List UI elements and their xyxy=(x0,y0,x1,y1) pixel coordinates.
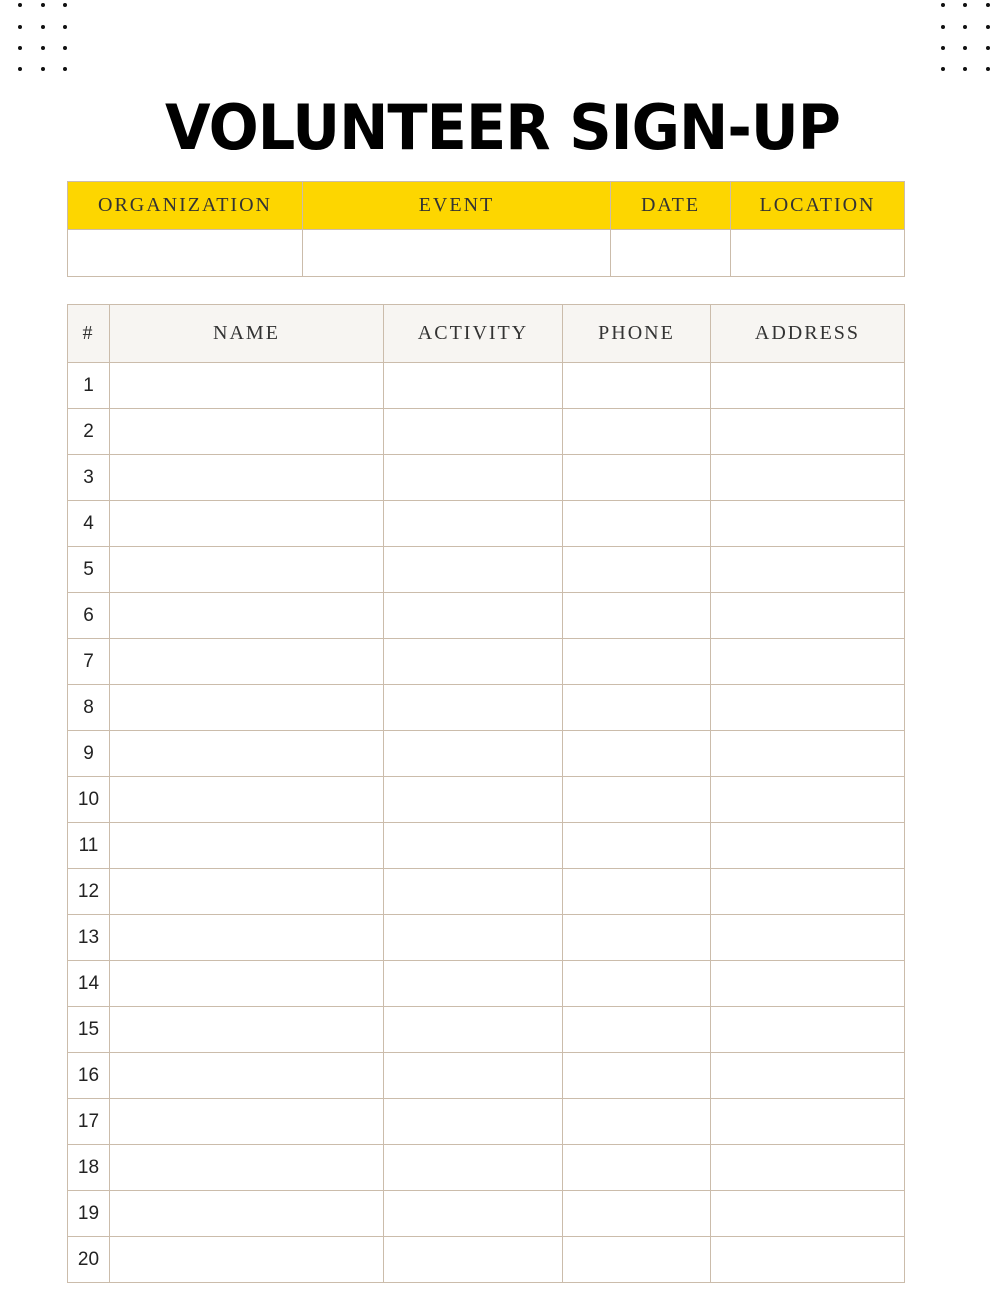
phone-cell[interactable] xyxy=(563,1007,711,1053)
row-number: 4 xyxy=(68,501,110,547)
address-cell[interactable] xyxy=(711,593,905,639)
phone-cell[interactable] xyxy=(563,501,711,547)
header-event: EVENT xyxy=(303,182,611,230)
dot xyxy=(941,25,945,29)
dot xyxy=(963,3,967,7)
activity-cell[interactable] xyxy=(384,777,563,823)
page-title: VOLUNTEER SIGN-UP xyxy=(165,91,840,164)
phone-cell[interactable] xyxy=(563,731,711,777)
row-number: 8 xyxy=(68,685,110,731)
phone-cell[interactable] xyxy=(563,455,711,501)
activity-cell[interactable] xyxy=(384,1145,563,1191)
table-row xyxy=(68,1053,905,1099)
row-number: 9 xyxy=(68,731,110,777)
dot xyxy=(41,3,45,7)
dot xyxy=(986,46,990,50)
phone-cell[interactable] xyxy=(563,363,711,409)
address-cell[interactable] xyxy=(711,639,905,685)
address-cell[interactable] xyxy=(711,869,905,915)
name-cell[interactable] xyxy=(110,915,384,961)
dot xyxy=(63,25,67,29)
activity-cell[interactable] xyxy=(384,915,563,961)
table-row xyxy=(68,501,905,547)
phone-cell[interactable] xyxy=(563,777,711,823)
address-cell[interactable] xyxy=(711,1191,905,1237)
dot xyxy=(63,3,67,7)
activity-cell[interactable] xyxy=(384,1053,563,1099)
table-row xyxy=(68,1145,905,1191)
table-row xyxy=(68,685,905,731)
table-row xyxy=(68,869,905,915)
location-field[interactable] xyxy=(731,230,905,277)
address-cell[interactable] xyxy=(711,455,905,501)
row-number: 10 xyxy=(68,777,110,823)
table-row xyxy=(68,1007,905,1053)
header-address: ADDRESS xyxy=(711,305,905,363)
dot xyxy=(18,46,22,50)
row-number: 20 xyxy=(68,1237,110,1283)
name-cell[interactable] xyxy=(110,593,384,639)
phone-cell[interactable] xyxy=(563,639,711,685)
dot xyxy=(41,67,45,71)
phone-cell[interactable] xyxy=(563,1053,711,1099)
address-cell[interactable] xyxy=(711,363,905,409)
table-row xyxy=(68,409,905,455)
dot xyxy=(63,46,67,50)
table-row xyxy=(68,915,905,961)
table-row xyxy=(68,547,905,593)
address-cell[interactable] xyxy=(711,915,905,961)
address-cell[interactable] xyxy=(711,823,905,869)
table-row xyxy=(68,777,905,823)
name-cell[interactable] xyxy=(110,1007,384,1053)
header-date: DATE xyxy=(611,182,731,230)
dot xyxy=(18,25,22,29)
name-cell[interactable] xyxy=(110,869,384,915)
phone-cell[interactable] xyxy=(563,685,711,731)
activity-cell[interactable] xyxy=(384,961,563,1007)
table-row xyxy=(68,731,905,777)
name-cell[interactable] xyxy=(110,639,384,685)
activity-cell[interactable] xyxy=(384,593,563,639)
name-cell[interactable] xyxy=(110,1099,384,1145)
phone-cell[interactable] xyxy=(563,961,711,1007)
address-cell[interactable] xyxy=(711,777,905,823)
activity-cell[interactable] xyxy=(384,639,563,685)
dot xyxy=(986,67,990,71)
row-number: 1 xyxy=(68,363,110,409)
event-field[interactable] xyxy=(303,230,611,277)
dot xyxy=(963,46,967,50)
activity-cell[interactable] xyxy=(384,363,563,409)
event-info-table xyxy=(67,181,905,277)
row-number: 3 xyxy=(68,455,110,501)
dot xyxy=(41,46,45,50)
dot xyxy=(41,25,45,29)
name-cell[interactable] xyxy=(110,1145,384,1191)
address-cell[interactable] xyxy=(711,501,905,547)
address-cell[interactable] xyxy=(711,731,905,777)
phone-cell[interactable] xyxy=(563,823,711,869)
row-number: 13 xyxy=(68,915,110,961)
address-cell[interactable] xyxy=(711,1007,905,1053)
table-row xyxy=(68,1237,905,1283)
dot xyxy=(963,67,967,71)
activity-cell[interactable] xyxy=(384,1237,563,1283)
name-cell[interactable] xyxy=(110,363,384,409)
activity-cell[interactable] xyxy=(384,731,563,777)
activity-cell[interactable] xyxy=(384,501,563,547)
dot xyxy=(941,3,945,7)
row-number: 2 xyxy=(68,409,110,455)
date-field[interactable] xyxy=(611,230,731,277)
dot xyxy=(63,67,67,71)
activity-cell[interactable] xyxy=(384,1191,563,1237)
dot xyxy=(986,25,990,29)
activity-cell[interactable] xyxy=(384,869,563,915)
phone-cell[interactable] xyxy=(563,593,711,639)
phone-cell[interactable] xyxy=(563,1237,711,1283)
address-cell[interactable] xyxy=(711,1237,905,1283)
activity-cell[interactable] xyxy=(384,1007,563,1053)
name-cell[interactable] xyxy=(110,823,384,869)
row-number: 19 xyxy=(68,1191,110,1237)
table-row xyxy=(68,363,905,409)
row-number: 15 xyxy=(68,1007,110,1053)
activity-cell[interactable] xyxy=(384,685,563,731)
name-cell[interactable] xyxy=(110,961,384,1007)
table-row xyxy=(68,1191,905,1237)
name-cell[interactable] xyxy=(110,547,384,593)
header-organization: ORGANIZATION xyxy=(68,182,303,230)
address-cell[interactable] xyxy=(711,547,905,593)
name-cell[interactable] xyxy=(110,1191,384,1237)
name-cell[interactable] xyxy=(110,455,384,501)
header-activity: ACTIVITY xyxy=(384,305,563,363)
name-cell[interactable] xyxy=(110,777,384,823)
address-cell[interactable] xyxy=(711,1145,905,1191)
header-phone: PHONE xyxy=(563,305,711,363)
name-cell[interactable] xyxy=(110,1237,384,1283)
activity-cell[interactable] xyxy=(384,409,563,455)
table-row xyxy=(68,639,905,685)
dot xyxy=(986,3,990,7)
address-cell[interactable] xyxy=(711,961,905,1007)
phone-cell[interactable] xyxy=(563,1145,711,1191)
table-row xyxy=(68,1099,905,1145)
name-cell[interactable] xyxy=(110,685,384,731)
phone-cell[interactable] xyxy=(563,1099,711,1145)
table-row xyxy=(68,961,905,1007)
organization-field[interactable] xyxy=(68,230,303,277)
activity-cell[interactable] xyxy=(384,1099,563,1145)
address-cell[interactable] xyxy=(711,409,905,455)
dot xyxy=(18,3,22,7)
name-cell[interactable] xyxy=(110,501,384,547)
phone-cell[interactable] xyxy=(563,547,711,593)
header-location: LOCATION xyxy=(731,182,905,230)
activity-cell[interactable] xyxy=(384,823,563,869)
signup-table xyxy=(67,304,905,1283)
row-number: 16 xyxy=(68,1053,110,1099)
dot xyxy=(941,46,945,50)
address-cell[interactable] xyxy=(711,685,905,731)
phone-cell[interactable] xyxy=(563,409,711,455)
row-number: 18 xyxy=(68,1145,110,1191)
row-number: 17 xyxy=(68,1099,110,1145)
header-name: NAME xyxy=(110,305,384,363)
activity-cell[interactable] xyxy=(384,455,563,501)
name-cell[interactable] xyxy=(110,1053,384,1099)
name-cell[interactable] xyxy=(110,731,384,777)
row-number: 14 xyxy=(68,961,110,1007)
header-number: # xyxy=(68,305,110,363)
address-cell[interactable] xyxy=(711,1053,905,1099)
activity-cell[interactable] xyxy=(384,547,563,593)
row-number: 5 xyxy=(68,547,110,593)
row-number: 12 xyxy=(68,869,110,915)
row-number: 11 xyxy=(68,823,110,869)
phone-cell[interactable] xyxy=(563,1191,711,1237)
table-row xyxy=(68,823,905,869)
dot xyxy=(963,25,967,29)
dot xyxy=(941,67,945,71)
dot xyxy=(18,67,22,71)
phone-cell[interactable] xyxy=(563,915,711,961)
row-number: 7 xyxy=(68,639,110,685)
address-cell[interactable] xyxy=(711,1099,905,1145)
name-cell[interactable] xyxy=(110,409,384,455)
table-row xyxy=(68,455,905,501)
row-number: 6 xyxy=(68,593,110,639)
table-row xyxy=(68,593,905,639)
phone-cell[interactable] xyxy=(563,869,711,915)
